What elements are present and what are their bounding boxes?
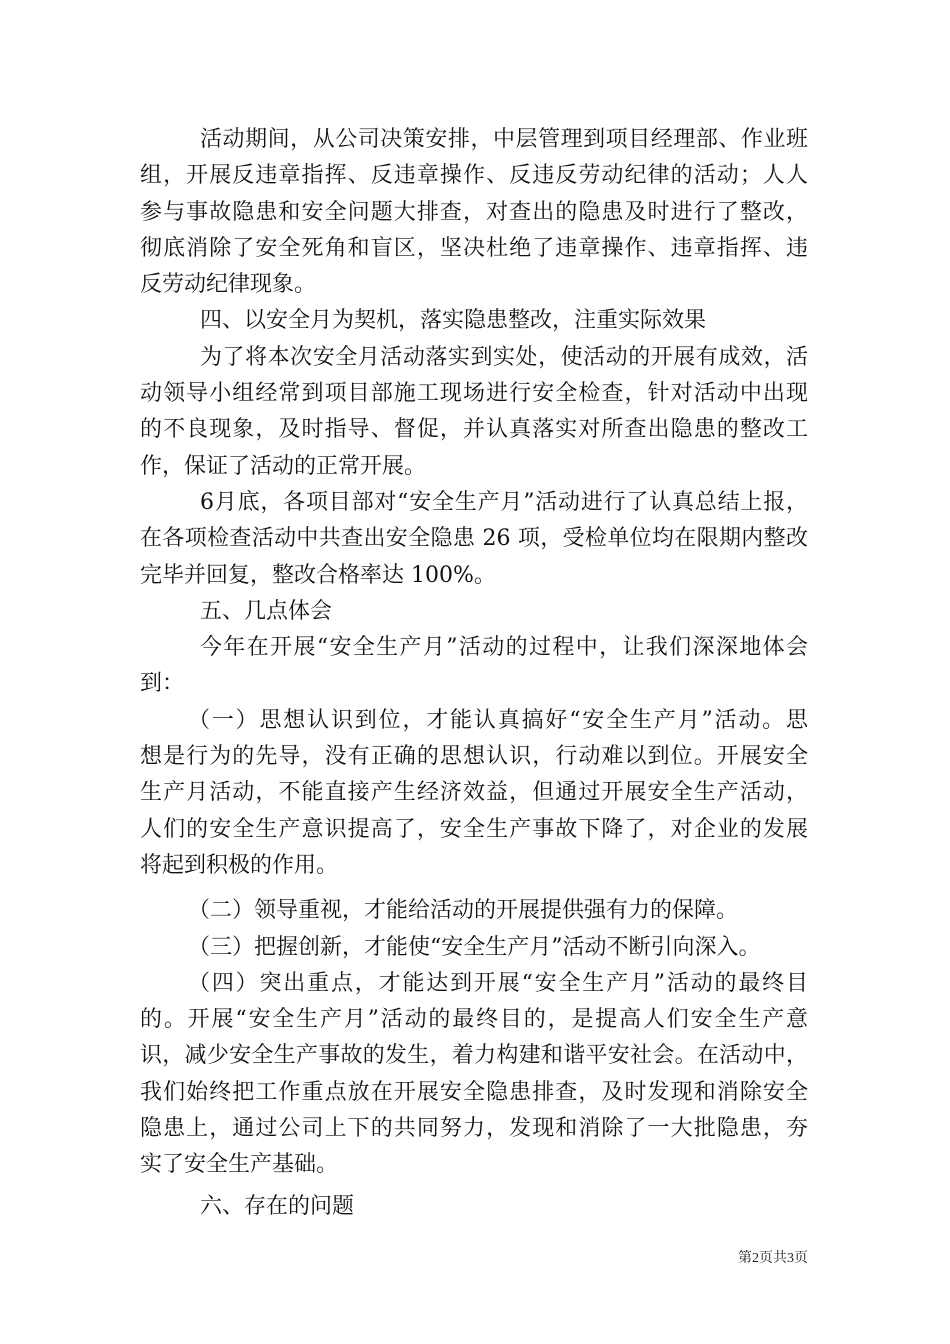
text-line: 作，保证了活动的正常开展。 [140, 453, 427, 479]
text-line: 的。开展“安全生产月”活动的最终目的，是提高人们安全生产意 [140, 1007, 808, 1033]
text-line: 实了安全生产基础。 [140, 1152, 339, 1178]
text-line: 活动期间，从公司决策安排，中层管理到项目经理部、作业班 [200, 127, 808, 152]
text-line: 想是行为的先导，没有正确的思想认识，行动难以到位。开展安全 [140, 744, 808, 770]
text-line: 组，开展反违章指挥、反违章操作、反违反劳动纪律的活动；人人 [140, 163, 808, 189]
page-number: 第2页共3页 [738, 1251, 808, 1266]
text-line: 6月底，各项目部对“安全生产月”活动进行了认真总结上报， [200, 489, 808, 515]
text-line: 为了将本次安全月活动落实到实处，使活动的开展有成效，活 [200, 344, 808, 370]
text-line: 我们始终把工作重点放在开展安全隐患排查，及时发现和消除安全 [140, 1079, 808, 1105]
text-line: 完毕并回复，整改合格率达 100%。 [140, 562, 496, 588]
text-line: 人们的安全生产意识提高了，安全生产事故下降了，对企业的发展 [140, 816, 808, 842]
text-line: 反劳动纪律现象。 [140, 272, 317, 298]
section-heading-5: 五、几点体会 [200, 598, 333, 624]
text-line: 识，减少安全生产事故的发生，着力构建和谐平安社会。在活动中， [140, 1043, 808, 1069]
text-line: 生产月活动，不能直接产生经济效益，但通过开展安全生产活动， [140, 780, 808, 806]
section-heading-4: 四、以安全月为契机，落实隐患整改，注重实际效果 [200, 308, 707, 334]
text-line: 动领导小组经常到项目部施工现场进行安全检查，针对活动中出现 [140, 381, 808, 407]
text-line: 将起到积极的作用。 [140, 852, 339, 878]
text-line: 在各项检查活动中共查出安全隐患 26 项，受检单位均在限期内整改 [140, 526, 808, 552]
text-line: （三）把握创新，才能使“安全生产月”活动不断引向深入。 [188, 934, 761, 960]
text-line: 的不良现象，及时指导、督促，并认真落实对所查出隐患的整改工 [140, 417, 808, 443]
text-line: （一）思想认识到位，才能认真搞好“安全生产月”活动。思 [188, 707, 808, 733]
text-line: 到： [140, 671, 185, 697]
text-line: （二）领导重视，才能给活动的开展提供强有力的保障。 [188, 898, 739, 924]
text-line: （四）突出重点，才能达到开展“安全生产月”活动的最终目 [188, 970, 808, 996]
text-line: 参与事故隐患和安全问题大排查，对查出的隐患及时进行了整改， [140, 199, 808, 225]
section-heading-6: 六、存在的问题 [200, 1193, 355, 1219]
text-line: 彻底消除了安全死角和盲区，坚决杜绝了违章操作、违章指挥、违 [140, 235, 808, 261]
document-body [140, 122, 808, 1225]
text-line: 隐患上，通过公司上下的共同努力，发现和消除了一大批隐患，夯 [140, 1116, 808, 1142]
text-line: 今年在开展“安全生产月”活动的过程中，让我们深深地体会 [200, 635, 808, 661]
